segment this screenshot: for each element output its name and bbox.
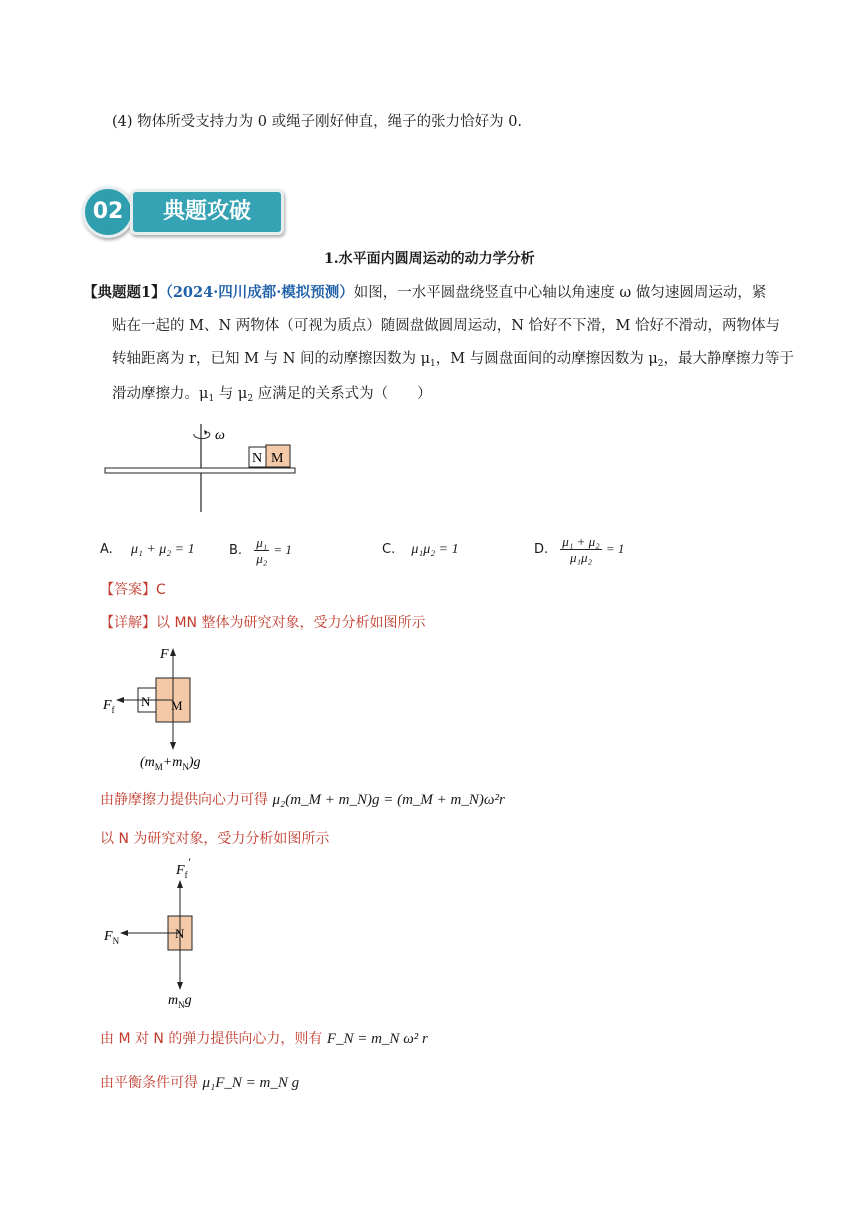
mu1-sub-2: 1 <box>208 394 215 404</box>
problem-line-4 <box>112 384 432 409</box>
fig3-mg-label <box>168 993 192 1010</box>
problem-line-3 <box>112 349 794 374</box>
mu1-sub: 1 <box>430 359 436 369</box>
fig2-w-a: (m <box>140 755 155 770</box>
detail-intro: 【详解】以 MN 整体为研究对象，受力分析如图所示 <box>100 615 426 631</box>
fig3-down-arrow-icon <box>177 982 183 990</box>
option-d-num: μ₁ + μ₂ <box>562 534 600 549</box>
fig3-ffp-sub: f <box>184 870 188 880</box>
eq2-text: 由 M 对 N 的弹力提供向心力，则有 <box>100 1031 323 1047</box>
problem-text-3b: ，M 与圆盘面间的动摩擦因数为 μ <box>435 351 658 367</box>
option-d[interactable] <box>534 530 624 568</box>
fig3-fn-main: F <box>104 929 113 944</box>
fig2-down-arrow-icon <box>170 742 176 750</box>
fig2-left-arrow-icon <box>116 697 124 703</box>
option-b-den: μ₂ <box>256 551 268 566</box>
fig3-fn-sub: N <box>112 936 120 946</box>
fig3-n-label: N <box>175 926 185 941</box>
option-b-label: B. <box>229 543 243 558</box>
rotation-arrow-icon <box>194 432 210 439</box>
problem-text-4b: 与 μ <box>214 386 248 402</box>
fig3-fn-label <box>103 929 120 946</box>
eq2-line <box>100 1029 428 1049</box>
eq1-line <box>100 790 505 810</box>
option-c-label: C. <box>382 542 396 557</box>
option-a-label: A. <box>100 542 113 557</box>
fig2-ff-main: F <box>103 698 112 713</box>
option-b-rhs: = 1 <box>273 542 292 557</box>
fig2-n-label: N <box>141 694 151 709</box>
fig2-w-plus: +m <box>162 755 183 770</box>
option-a-expr: μ₁ + μ₂ = 1 <box>130 542 195 557</box>
top-text: (4) 物体所受支持力为 0 或绳子刚好伸直，绳子的张力恰好为 0. <box>112 114 523 130</box>
problem-text-4a: 滑动摩擦力。μ <box>112 386 209 402</box>
option-c[interactable] <box>382 536 459 564</box>
answer-text: 【答案】C <box>100 582 166 598</box>
fig2-label-ff <box>102 698 115 715</box>
problem-source: （2024·四川成都·模拟预测） <box>165 284 354 301</box>
fig2-ff-sub: f <box>111 705 115 715</box>
eq2-formula: F_N = m_N ω² r <box>326 1031 428 1047</box>
rotation-arrowhead-icon <box>204 430 208 435</box>
n-force-diagram <box>98 854 228 1014</box>
problem-line-2: 贴在一起的 M、N 两物体（可视为质点）随圆盘做圆周运动，N 恰好不下滑，M 恰好不滑动，两物体与 <box>112 318 781 334</box>
option-d-rhs: = 1 <box>605 541 625 556</box>
problem-text-3c: ，最大静摩擦力等于 <box>663 351 795 367</box>
block-m-label: M <box>271 451 284 466</box>
fig2-w-end: )g <box>188 755 201 770</box>
disc-plate <box>105 468 295 473</box>
option-b[interactable] <box>229 532 292 568</box>
section-number-badge: 02 <box>82 186 134 238</box>
fig2-w-sub1: M <box>154 762 163 772</box>
fig3-ff-prime-label <box>175 855 191 880</box>
option-b-num: μ₁ <box>256 535 268 550</box>
fig3-ffp-prime: ′ <box>187 855 191 869</box>
eq1-formula: μ₂(m_M + m_N)g = (m_M + m_N)ω²r <box>272 792 505 808</box>
fig3-mg-end: g <box>184 993 192 1008</box>
fig2-w-sub2: N <box>182 762 189 772</box>
fig3-up-arrow-icon <box>177 880 183 888</box>
fig3-mg-sub: N <box>178 1000 185 1010</box>
n-intro: 以 N 为研究对象，受力分析如图所示 <box>100 831 330 847</box>
problem-line-1 <box>83 283 766 303</box>
fig2-m-label: M <box>171 698 183 713</box>
fig3-mg-main: m <box>168 993 179 1008</box>
rotating-disc-figure <box>100 420 300 516</box>
mu2-sub: 2 <box>657 359 664 369</box>
problem-text-3a: 转轴距离为 r，已知 M 与 N 间的动摩擦因数为 μ <box>112 351 431 367</box>
problem-text-1: 如图，一水平圆盘绕竖直中心轴以角速度 ω 做匀速圆周运动，紧 <box>353 285 767 301</box>
eq3-line <box>100 1073 299 1093</box>
fig3-ffp-main: F <box>176 863 185 878</box>
option-d-den: μ₁μ₂ <box>569 550 593 565</box>
block-n-label: N <box>252 451 263 466</box>
eq1-text: 由静摩擦力提供向心力可得 <box>100 792 268 808</box>
fig2-label-f: F <box>160 647 169 662</box>
section-subtitle: 1.水平面内圆周运动的动力学分析 <box>324 251 535 267</box>
mn-force-diagram <box>98 642 228 772</box>
eq3-formula: μ₁F_N = m_N g <box>202 1075 300 1091</box>
problem-text-4c: 应满足的关系式为（ ） <box>253 386 432 402</box>
omega-label: ω <box>215 428 225 443</box>
option-a[interactable] <box>100 536 195 564</box>
option-c-expr: μ₁μ₂ = 1 <box>411 542 459 557</box>
option-b-fraction <box>254 535 269 566</box>
option-d-fraction <box>560 534 601 565</box>
fig2-up-arrow-icon <box>170 648 176 656</box>
section-title-banner: 典题攻破 <box>130 189 284 235</box>
problem-tag: 【典题题1】 <box>83 284 166 301</box>
fig2-weight-label <box>140 755 201 772</box>
mu2-sub-2: 2 <box>247 394 254 404</box>
fig3-left-arrow-icon <box>120 930 128 936</box>
option-d-label: D. <box>534 542 549 557</box>
eq3-text: 由平衡条件可得 <box>100 1075 198 1091</box>
